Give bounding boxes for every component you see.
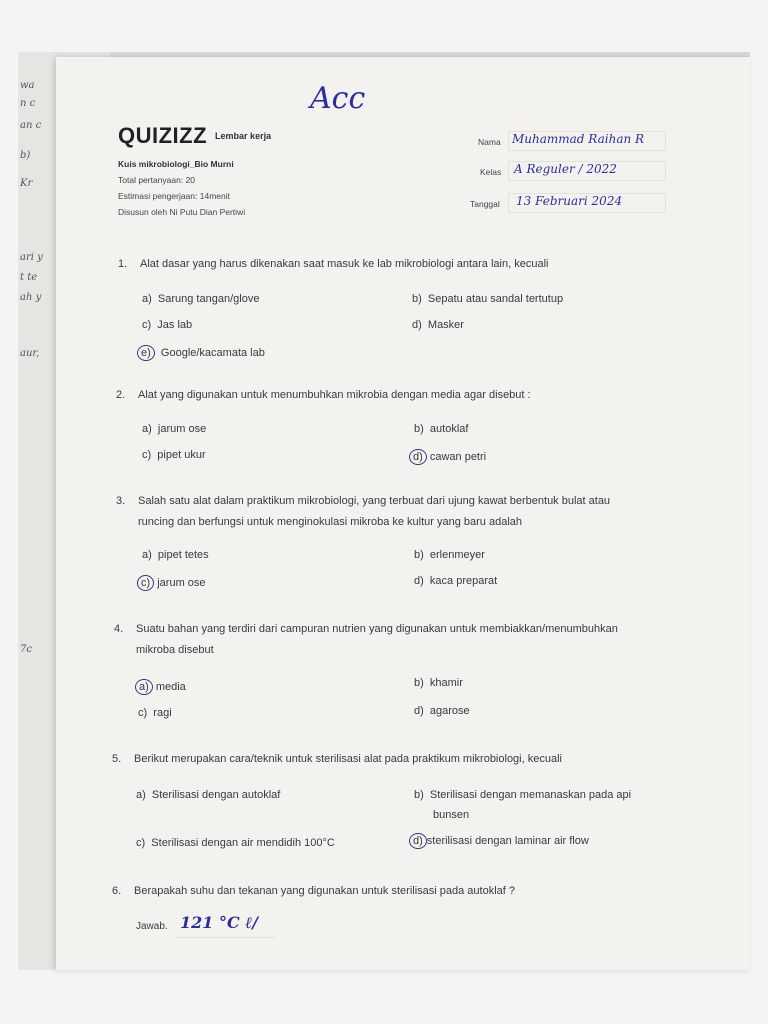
q1-option-b[interactable]: b) Sepatu atau sandal tertutup	[412, 293, 564, 305]
question-text: Alat dasar yang harus dikenakan saat masuk ke lab mikrobiologi antara lain, kecuali	[140, 258, 549, 270]
q4-option-c[interactable]: c) ragi	[138, 707, 172, 719]
underlying-fragment: an c	[20, 120, 42, 131]
q4-option-b[interactable]: b) khamir	[414, 677, 463, 689]
underlying-fragment: 7c	[20, 644, 32, 655]
question-number: 1.	[118, 258, 128, 270]
question-1	[118, 254, 548, 275]
q1-option-d[interactable]: d) Masker	[412, 319, 464, 331]
question-2	[116, 385, 531, 406]
underlying-fragment: wa	[20, 80, 35, 91]
underlying-fragment: t te	[20, 272, 38, 283]
q5-option-a[interactable]: a) Sterilisasi dengan autoklaf	[136, 789, 281, 801]
answer-circle: c)	[137, 575, 154, 591]
grade-mark: Acc	[310, 81, 366, 116]
quizizz-logo: QUIZIZZ	[118, 123, 208, 148]
question-6	[112, 881, 515, 902]
q1-option-c[interactable]: c) Jas lab	[142, 319, 193, 331]
question-text: Alat yang digunakan untuk menumbuhkan mikrobia dengan media agar disebut :	[138, 389, 531, 401]
q1-option-a[interactable]: a) Sarung tangan/glove	[142, 293, 260, 305]
class-label: Kelas	[480, 167, 502, 177]
underlying-fragment: ah y	[20, 292, 42, 303]
author: Disusun oleh Ni Putu Dian Pertiwi	[118, 207, 246, 217]
total-questions: Total pertanyaan: 20	[118, 175, 196, 185]
underlying-fragment: aur,	[20, 348, 40, 359]
answer-circle: d)	[409, 449, 427, 465]
class-value: A Reguler / 2022	[514, 162, 617, 176]
question-text: Berapakah suhu dan tekanan yang digunakan untuk sterilisasi pada autoklaf ?	[134, 885, 515, 897]
q3-option-c-selected[interactable]: c) jarum ose	[142, 575, 206, 591]
underlying-fragment: b)	[20, 150, 31, 161]
q4-option-d[interactable]: d) agarose	[414, 705, 470, 717]
estimated-time: Estimasi pengerjaan: 14menit	[118, 191, 230, 201]
q3-option-a[interactable]: a) pipet tetes	[142, 549, 209, 561]
question-text-line-2: mikroba disebut	[136, 644, 214, 656]
logo-subtitle: Lembar kerja	[215, 131, 272, 141]
quiz-title: Kuis mikrobiologi_Bio Murni	[118, 159, 234, 169]
q2-option-b[interactable]: b) autoklaf	[414, 423, 469, 435]
question-number: 5.	[112, 753, 122, 765]
name-value: Muhammad Raihan R	[512, 132, 645, 146]
q3-option-b[interactable]: b) erlenmeyer	[414, 549, 485, 561]
q1-option-e-selected[interactable]: e) Google/kacamata lab	[142, 345, 265, 361]
underlying-fragment: n c	[20, 98, 36, 109]
date-value: 13 Februari 2024	[516, 194, 623, 208]
q4-option-a-selected[interactable]: a) media	[140, 679, 186, 695]
q5-option-c[interactable]: c) Sterilisasi dengan air mendidih 100°C	[136, 837, 335, 849]
answer-label: Jawab.	[136, 921, 168, 932]
answer-circle: a)	[135, 679, 153, 695]
answer-handwritten: 121 °C ℓ/	[180, 913, 258, 932]
q5-option-d-selected[interactable]: d) sterilisasi dengan laminar air flow	[414, 833, 589, 849]
question-text-line-1: Salah satu alat dalam praktikum mikrobiologi, yang terbuat dari ujung kawat berbentuk bulat atau	[138, 495, 611, 507]
name-label: Nama	[478, 137, 501, 147]
answer-circle: d)	[409, 833, 427, 849]
answer-line	[176, 937, 276, 938]
q2-option-c[interactable]: c) pipet ukur	[142, 449, 206, 461]
worksheet-header	[118, 123, 271, 149]
question-text-line-1: Suatu bahan yang terdiri dari campuran nutrien yang digunakan untuk membiakkan/menumbuhkan	[136, 623, 618, 635]
question-text-line-2: runcing dan berfungsi untuk menginokulasi mikroba ke kultur yang baru adalah	[138, 516, 523, 528]
q2-option-a[interactable]: a) jarum ose	[142, 423, 207, 435]
question-text: Berikut merupakan cara/teknik untuk sterilisasi alat pada praktikum mikrobiologi, kecuali	[134, 753, 562, 765]
date-label: Tanggal	[470, 199, 500, 209]
question-number: 2.	[116, 389, 126, 401]
underlying-fragment: ari y	[20, 252, 43, 263]
q5-option-b[interactable]: b) Sterilisasi dengan memanaskan pada api bunsen	[414, 789, 632, 821]
question-number: 3.	[116, 495, 126, 507]
q3-option-d[interactable]: d) kaca preparat	[414, 575, 498, 587]
question-number: 6.	[112, 885, 122, 897]
photo-frame	[18, 52, 750, 970]
underlying-fragment: Kr	[20, 178, 33, 189]
question-4	[114, 619, 618, 661]
question-3	[116, 491, 610, 533]
answer-circle: e)	[137, 345, 155, 361]
q2-option-d-selected[interactable]: d) cawan petri	[414, 449, 486, 465]
worksheet-page	[56, 57, 750, 970]
question-number: 4.	[114, 623, 124, 635]
question-5	[112, 749, 562, 770]
